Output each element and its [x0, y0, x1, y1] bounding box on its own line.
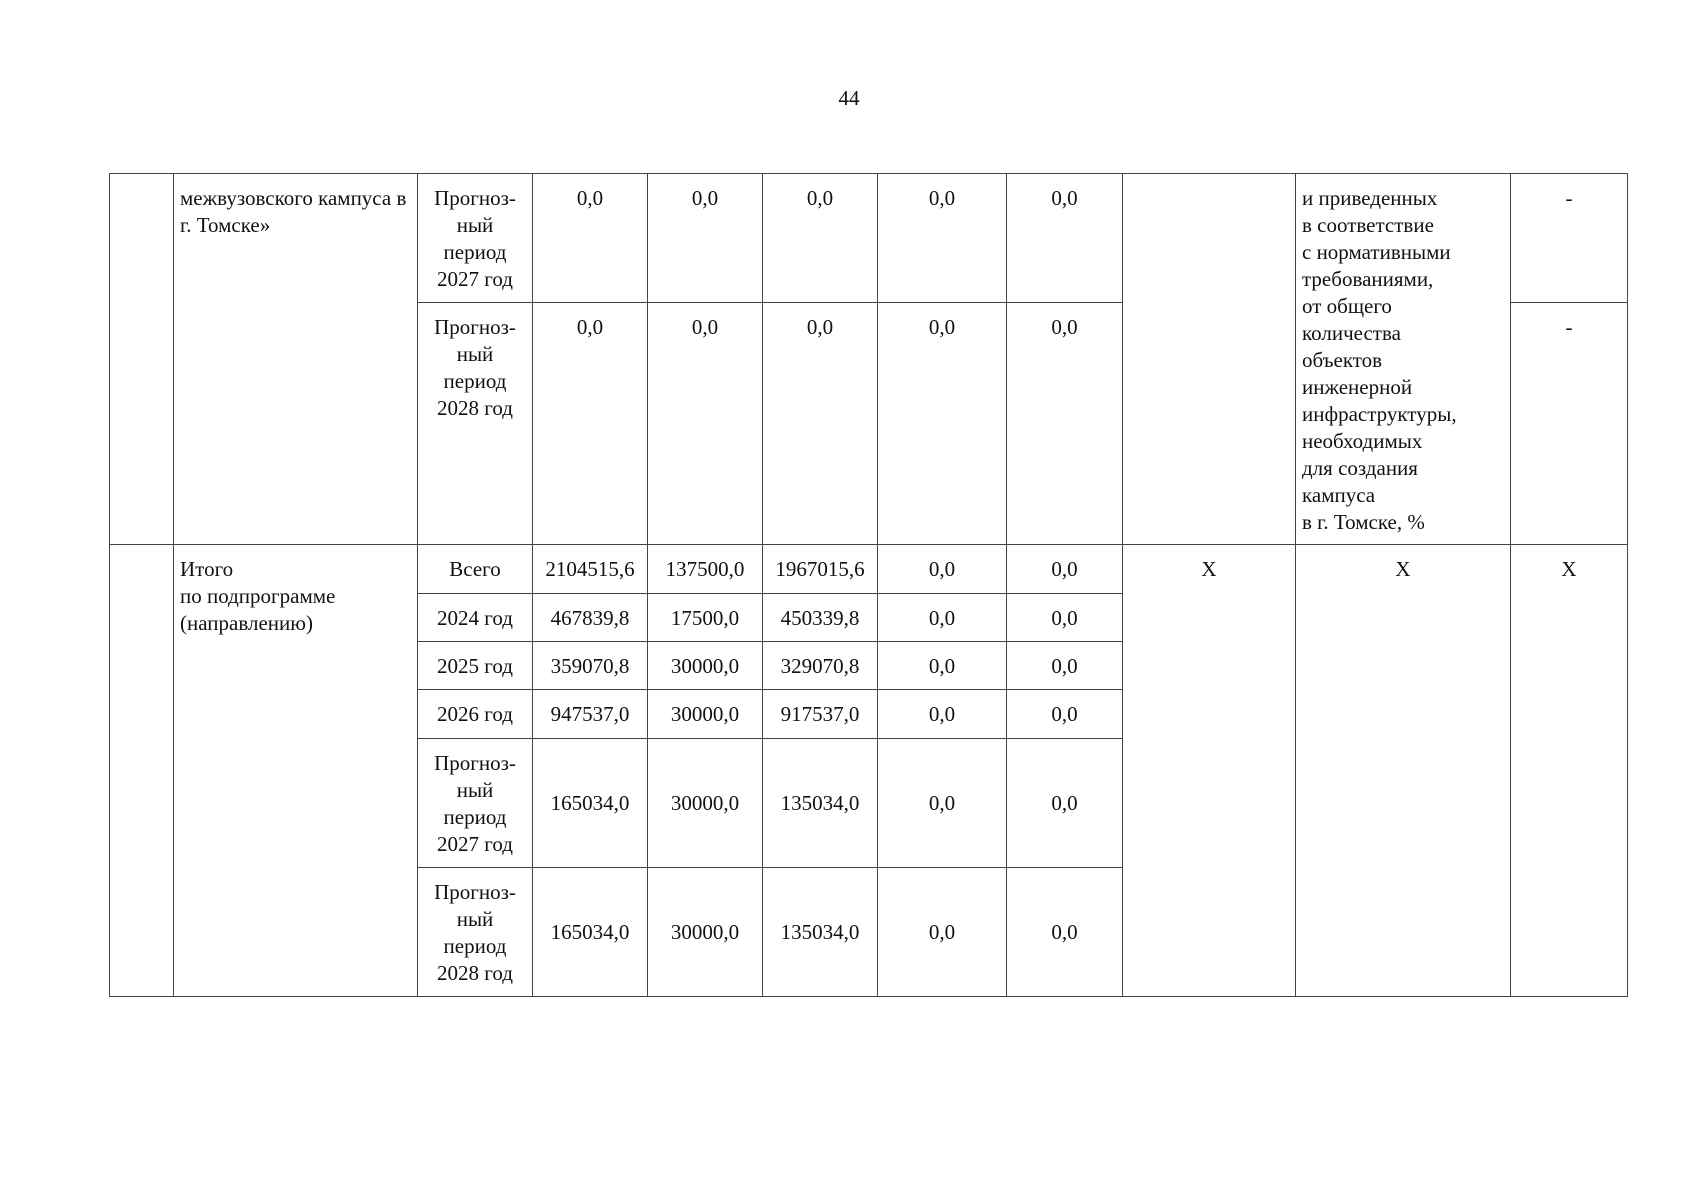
value-cell: 0,0 — [878, 303, 1007, 545]
indicator-line: инфраструктуры, — [1302, 402, 1457, 426]
value-cell: 467839,8 — [533, 594, 648, 642]
total-name-line: по подпрограмме — [180, 584, 336, 608]
value-cell: 30000,0 — [648, 690, 763, 739]
value-cell: 0,0 — [533, 303, 648, 545]
period-line: Прогноз- — [434, 751, 516, 775]
value-cell: 17500,0 — [648, 594, 763, 642]
value-cell: 0,0 — [1007, 303, 1123, 545]
value-cell: 0,0 — [878, 739, 1007, 868]
period-line: 2026 год — [437, 702, 513, 726]
value-cell: 0,0 — [878, 174, 1007, 303]
value-cell: 0,0 — [1007, 739, 1123, 868]
number-cell — [110, 545, 174, 997]
period-cell — [418, 868, 533, 997]
event-name-text: межвузовского кампуса в г. Томске» — [180, 186, 407, 237]
value-cell: 137500,0 — [648, 545, 763, 594]
x-mark-cell: Х — [1123, 545, 1296, 997]
period-line: ный — [456, 778, 494, 802]
value-cell: 0,0 — [878, 868, 1007, 997]
period-cell — [418, 739, 533, 868]
indicator-line: для создания — [1302, 456, 1418, 480]
value-cell: 30000,0 — [648, 642, 763, 690]
period-line: 2027 год — [437, 267, 513, 291]
value-cell: 0,0 — [878, 545, 1007, 594]
indicator-line: и приведенных — [1302, 186, 1438, 210]
value-cell: 0,0 — [878, 642, 1007, 690]
value-cell: 2104515,6 — [533, 545, 648, 594]
value-cell: 359070,8 — [533, 642, 648, 690]
indicator-line: инженерной — [1302, 375, 1413, 399]
value-cell: 0,0 — [648, 303, 763, 545]
period-line: 2028 год — [437, 961, 513, 985]
value-cell: 0,0 — [1007, 174, 1123, 303]
value-cell: 329070,8 — [763, 642, 878, 690]
value-cell: 0,0 — [1007, 594, 1123, 642]
value-cell: 0,0 — [763, 174, 878, 303]
period-cell — [418, 174, 533, 303]
value-cell: 0,0 — [1007, 642, 1123, 690]
period-cell — [418, 545, 533, 594]
indicator-line: в соответствие — [1302, 213, 1434, 237]
indicator-line: кампуса — [1302, 483, 1376, 507]
period-line: Прогноз- — [434, 186, 516, 210]
period-line: период — [443, 805, 507, 829]
value-cell: 30000,0 — [648, 868, 763, 997]
period-line: Прогноз- — [434, 315, 516, 339]
value-cell: 0,0 — [1007, 868, 1123, 997]
page-number: 44 — [838, 86, 860, 110]
period-line: 2028 год — [437, 396, 513, 420]
indicator-line: необходимых — [1302, 429, 1423, 453]
event-name-cell — [174, 174, 418, 545]
budget-table — [109, 173, 1628, 997]
x-mark-cell: Х — [1511, 545, 1628, 997]
period-cell — [418, 642, 533, 690]
value-cell: 1967015,6 — [763, 545, 878, 594]
value-cell: 135034,0 — [763, 739, 878, 868]
period-cell — [418, 303, 533, 545]
value-cell: 0,0 — [648, 174, 763, 303]
value-cell: 30000,0 — [648, 739, 763, 868]
value-cell: 0,0 — [1007, 545, 1123, 594]
number-cell — [110, 174, 174, 545]
period-line: ный — [456, 907, 494, 931]
value-cell: 0,0 — [878, 594, 1007, 642]
total-name-line: (направлению) — [180, 611, 313, 635]
total-name-cell — [174, 545, 418, 997]
value-cell: 0,0 — [533, 174, 648, 303]
value-cell: 165034,0 — [533, 868, 648, 997]
indicator-line: требованиями, — [1302, 267, 1434, 291]
period-line: ный — [456, 342, 494, 366]
period-line: 2025 год — [437, 654, 513, 678]
value-cell: 0,0 — [1007, 690, 1123, 739]
indicator-value-cell: - — [1511, 303, 1628, 545]
value-cell: 165034,0 — [533, 739, 648, 868]
period-line: период — [443, 240, 507, 264]
x-mark-cell: Х — [1296, 545, 1511, 997]
period-line: ный — [456, 213, 494, 237]
table-row — [110, 545, 1628, 594]
value-cell: 0,0 — [763, 303, 878, 545]
table-row — [110, 174, 1628, 303]
period-line: период — [443, 934, 507, 958]
period-cell — [418, 594, 533, 642]
indicator-line: от общего — [1302, 294, 1392, 318]
period-line: период — [443, 369, 507, 393]
indicator-cell — [1296, 174, 1511, 545]
period-line: 2027 год — [437, 832, 513, 856]
indicator-line: в г. Томске, % — [1302, 510, 1425, 534]
total-name-line: Итого — [180, 557, 234, 581]
indicator-line: объектов — [1302, 348, 1383, 372]
indicator-line: количества — [1302, 321, 1401, 345]
period-cell — [418, 690, 533, 739]
blank-cell — [1123, 174, 1296, 545]
value-cell: 135034,0 — [763, 868, 878, 997]
value-cell: 450339,8 — [763, 594, 878, 642]
indicator-line: с нормативными — [1302, 240, 1451, 264]
value-cell: 0,0 — [878, 690, 1007, 739]
period-line: Прогноз- — [434, 880, 516, 904]
value-cell: 917537,0 — [763, 690, 878, 739]
value-cell: 947537,0 — [533, 690, 648, 739]
period-line: Всего — [449, 557, 501, 581]
indicator-value-cell: - — [1511, 174, 1628, 303]
period-line: 2024 год — [437, 606, 513, 630]
